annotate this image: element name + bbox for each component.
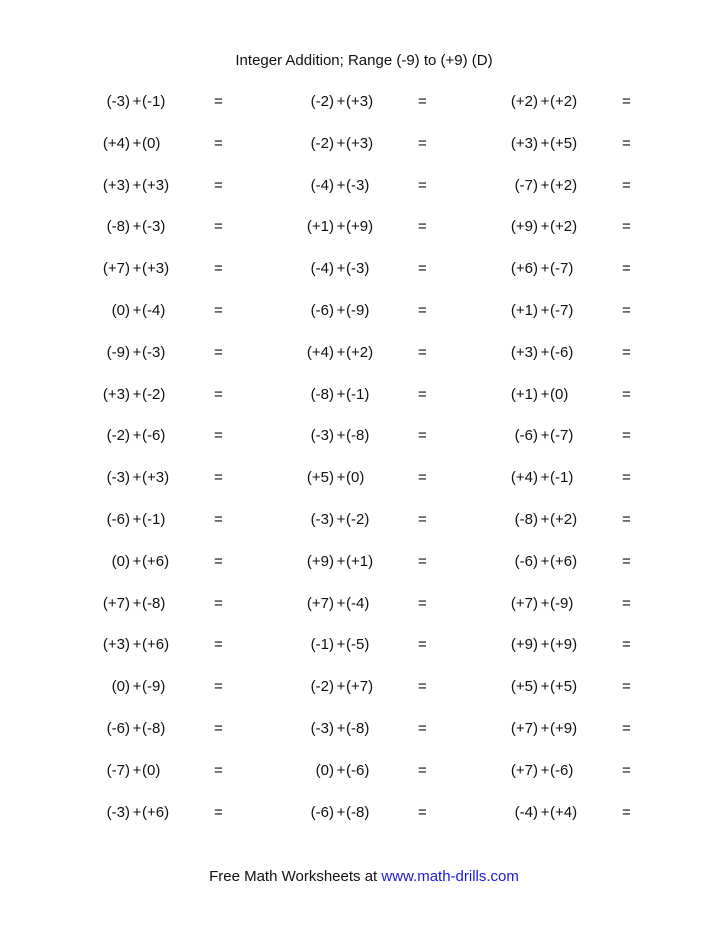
equals-sign: = — [214, 427, 223, 445]
addend-1: (+7) — [102, 594, 130, 612]
plus-sign: + — [132, 803, 142, 821]
addend-2: (+9) — [346, 218, 374, 236]
addend-1: (+5) — [306, 469, 334, 487]
equals-sign: = — [622, 636, 631, 654]
addend-1: (+4) — [510, 469, 538, 487]
problem-row — [0, 800, 728, 842]
equals-sign: = — [622, 761, 631, 779]
equals-sign: = — [418, 218, 427, 236]
addend-1: (0) — [111, 678, 130, 696]
plus-sign: + — [540, 93, 550, 110]
addend-2: (+2) — [550, 176, 578, 194]
addend-1: (+1) — [510, 301, 538, 319]
equals-sign: = — [622, 552, 631, 570]
addend-1: (+6) — [510, 260, 538, 278]
addend-2: (+3) — [346, 134, 374, 152]
problem-row — [0, 549, 728, 591]
equals-sign: = — [214, 176, 223, 194]
equals-sign: = — [622, 343, 631, 361]
equals-sign: = — [214, 260, 223, 278]
addend-1: (-2) — [106, 427, 130, 445]
footer-link[interactable]: www.math-drills.com — [381, 868, 519, 885]
addend-2: (-6) — [346, 761, 370, 779]
addend-1: (+3) — [102, 385, 130, 403]
addend-1: (-3) — [106, 93, 130, 110]
equals-sign: = — [214, 385, 223, 403]
plus-sign: + — [540, 594, 550, 612]
addend-1: (+3) — [510, 134, 538, 152]
equals-sign: = — [622, 594, 631, 612]
addend-2: (-7) — [550, 301, 574, 319]
addend-1: (-8) — [106, 218, 130, 236]
addend-1: (-3) — [106, 803, 130, 821]
addend-2: (+3) — [346, 93, 374, 110]
plus-sign: + — [132, 594, 142, 612]
plus-sign: + — [336, 594, 346, 612]
problem-row — [0, 173, 728, 215]
equals-sign: = — [214, 343, 223, 361]
problem-row — [0, 340, 728, 382]
addend-1: (-6) — [310, 301, 334, 319]
plus-sign: + — [540, 176, 550, 194]
plus-sign: + — [132, 218, 142, 236]
plus-sign: + — [132, 678, 142, 696]
equals-sign: = — [622, 719, 631, 737]
plus-sign: + — [540, 385, 550, 403]
equals-sign: = — [418, 469, 427, 487]
problem-row — [0, 298, 728, 340]
plus-sign: + — [540, 761, 550, 779]
addend-2: (-8) — [346, 803, 370, 821]
equals-sign: = — [622, 803, 631, 821]
footer — [0, 868, 728, 885]
addend-2: (+1) — [346, 552, 374, 570]
equals-sign: = — [418, 134, 427, 152]
equals-sign: = — [622, 385, 631, 403]
plus-sign: + — [132, 301, 142, 319]
equals-sign: = — [214, 134, 223, 152]
addend-2: (-1) — [142, 510, 166, 528]
addend-2: (-9) — [346, 301, 370, 319]
plus-sign: + — [132, 134, 142, 152]
plus-sign: + — [132, 510, 142, 528]
equals-sign: = — [622, 469, 631, 487]
problem-row — [0, 256, 728, 298]
plus-sign: + — [132, 93, 142, 110]
addend-1: (-3) — [106, 469, 130, 487]
addend-2: (+9) — [550, 719, 578, 737]
addend-2: (-2) — [142, 385, 166, 403]
addend-1: (-7) — [106, 761, 130, 779]
addend-2: (-8) — [142, 719, 166, 737]
plus-sign: + — [540, 301, 550, 319]
problem-row — [0, 632, 728, 674]
footer-text: Free Math Worksheets at — [209, 868, 382, 885]
equals-sign: = — [418, 260, 427, 278]
addend-1: (-6) — [106, 719, 130, 737]
plus-sign: + — [336, 260, 346, 278]
plus-sign: + — [540, 636, 550, 654]
equals-sign: = — [214, 636, 223, 654]
problem-row — [0, 674, 728, 716]
problem-row — [0, 131, 728, 173]
plus-sign: + — [336, 93, 346, 110]
addend-2: (+6) — [142, 636, 170, 654]
addend-1: (-8) — [514, 510, 538, 528]
addend-1: (-2) — [310, 134, 334, 152]
addend-2: (+2) — [550, 93, 578, 110]
addend-2: (+3) — [142, 469, 170, 487]
addend-2: (-7) — [550, 260, 574, 278]
plus-sign: + — [336, 218, 346, 236]
plus-sign: + — [336, 552, 346, 570]
equals-sign: = — [418, 93, 427, 110]
addend-2: (-1) — [142, 93, 166, 110]
addend-1: (+4) — [306, 343, 334, 361]
plus-sign: + — [132, 385, 142, 403]
problem-row — [0, 89, 728, 131]
equals-sign: = — [418, 678, 427, 696]
plus-sign: + — [336, 510, 346, 528]
equals-sign: = — [418, 719, 427, 737]
addend-1: (-4) — [514, 803, 538, 821]
addend-1: (-7) — [514, 176, 538, 194]
equals-sign: = — [418, 385, 427, 403]
problem-row — [0, 758, 728, 800]
addend-2: (-4) — [142, 301, 166, 319]
addend-1: (-6) — [514, 552, 538, 570]
equals-sign: = — [418, 636, 427, 654]
problem-row — [0, 591, 728, 633]
plus-sign: + — [336, 134, 346, 152]
addend-2: (-7) — [550, 427, 574, 445]
addend-1: (-4) — [310, 260, 334, 278]
addend-1: (+7) — [510, 761, 538, 779]
plus-sign: + — [336, 469, 346, 487]
addend-1: (-3) — [310, 719, 334, 737]
problem-row — [0, 382, 728, 424]
addend-2: (-9) — [142, 678, 166, 696]
problem-row — [0, 507, 728, 549]
addend-1: (-6) — [514, 427, 538, 445]
plus-sign: + — [336, 678, 346, 696]
plus-sign: + — [132, 176, 142, 194]
equals-sign: = — [214, 678, 223, 696]
equals-sign: = — [622, 134, 631, 152]
addend-2: (+6) — [142, 803, 170, 821]
plus-sign: + — [540, 678, 550, 696]
addend-2: (-3) — [142, 343, 166, 361]
equals-sign: = — [214, 510, 223, 528]
equals-sign: = — [622, 260, 631, 278]
problem-row — [0, 423, 728, 465]
addend-2: (+4) — [550, 803, 578, 821]
equals-sign: = — [214, 301, 223, 319]
addend-2: (-6) — [550, 343, 574, 361]
addend-1: (+3) — [102, 176, 130, 194]
addend-1: (-8) — [310, 385, 334, 403]
addend-2: (-3) — [346, 176, 370, 194]
plus-sign: + — [132, 260, 142, 278]
plus-sign: + — [336, 761, 346, 779]
addend-2: (-3) — [142, 218, 166, 236]
equals-sign: = — [622, 176, 631, 194]
plus-sign: + — [540, 719, 550, 737]
plus-sign: + — [540, 134, 550, 152]
worksheet-title: Integer Addition; Range (-9) to (+9) (D) — [235, 52, 493, 69]
addend-2: (-8) — [346, 427, 370, 445]
addend-2: (+5) — [550, 134, 578, 152]
equals-sign: = — [214, 552, 223, 570]
addend-2: (0) — [142, 761, 161, 779]
addend-1: (-2) — [310, 678, 334, 696]
addend-1: (+3) — [102, 636, 130, 654]
addend-2: (-8) — [346, 719, 370, 737]
equals-sign: = — [418, 301, 427, 319]
addend-1: (+5) — [510, 678, 538, 696]
addend-2: (-2) — [346, 510, 370, 528]
addend-1: (0) — [111, 552, 130, 570]
addend-1: (+9) — [510, 636, 538, 654]
plus-sign: + — [336, 301, 346, 319]
addend-1: (+7) — [306, 594, 334, 612]
plus-sign: + — [540, 260, 550, 278]
equals-sign: = — [418, 176, 427, 194]
addend-1: (-2) — [310, 93, 334, 110]
addend-2: (+2) — [550, 218, 578, 236]
addend-1: (+1) — [306, 218, 334, 236]
equals-sign: = — [214, 93, 223, 110]
plus-sign: + — [132, 636, 142, 654]
plus-sign: + — [336, 176, 346, 194]
addend-1: (+1) — [510, 385, 538, 403]
equals-sign: = — [622, 678, 631, 696]
addend-2: (+9) — [550, 636, 578, 654]
problem-row — [0, 214, 728, 256]
plus-sign: + — [540, 469, 550, 487]
addend-1: (+7) — [102, 260, 130, 278]
addend-1: (+7) — [510, 719, 538, 737]
addend-2: (+7) — [346, 678, 374, 696]
addend-1: (-3) — [310, 427, 334, 445]
addend-2: (-8) — [142, 594, 166, 612]
problem-row — [0, 465, 728, 507]
equals-sign: = — [214, 469, 223, 487]
equals-sign: = — [214, 803, 223, 821]
plus-sign: + — [336, 803, 346, 821]
addend-2: (-6) — [142, 427, 166, 445]
addend-2: (+6) — [142, 552, 170, 570]
addend-2: (-1) — [346, 385, 370, 403]
addend-2: (0) — [346, 469, 365, 487]
addend-1: (+4) — [102, 134, 130, 152]
equals-sign: = — [622, 218, 631, 236]
plus-sign: + — [132, 427, 142, 445]
addend-1: (-4) — [310, 176, 334, 194]
plus-sign: + — [336, 636, 346, 654]
addend-2: (-3) — [346, 260, 370, 278]
plus-sign: + — [540, 427, 550, 445]
equals-sign: = — [418, 803, 427, 821]
equals-sign: = — [622, 427, 631, 445]
addend-1: (0) — [111, 301, 130, 319]
plus-sign: + — [336, 385, 346, 403]
addend-1: (+3) — [510, 343, 538, 361]
equals-sign: = — [622, 510, 631, 528]
addend-2: (-1) — [550, 469, 574, 487]
addend-2: (+3) — [142, 176, 170, 194]
equals-sign: = — [622, 301, 631, 319]
equals-sign: = — [214, 719, 223, 737]
addend-1: (+2) — [510, 93, 538, 110]
equals-sign: = — [418, 594, 427, 612]
addend-2: (+2) — [550, 510, 578, 528]
addend-2: (-5) — [346, 636, 370, 654]
equals-sign: = — [214, 594, 223, 612]
equals-sign: = — [418, 761, 427, 779]
equals-sign: = — [622, 93, 631, 110]
plus-sign: + — [132, 469, 142, 487]
plus-sign: + — [540, 510, 550, 528]
equals-sign: = — [418, 510, 427, 528]
addend-1: (+9) — [306, 552, 334, 570]
addend-2: (0) — [550, 385, 569, 403]
addend-1: (-6) — [106, 510, 130, 528]
addend-1: (+7) — [510, 594, 538, 612]
plus-sign: + — [336, 427, 346, 445]
plus-sign: + — [132, 552, 142, 570]
problem-row — [0, 716, 728, 758]
addend-2: (+2) — [346, 343, 374, 361]
addend-1: (-3) — [310, 510, 334, 528]
addend-2: (+3) — [142, 260, 170, 278]
addend-2: (-9) — [550, 594, 574, 612]
plus-sign: + — [540, 803, 550, 821]
equals-sign: = — [418, 427, 427, 445]
addend-2: (-6) — [550, 761, 574, 779]
addend-2: (+6) — [550, 552, 578, 570]
problem-grid — [0, 89, 728, 841]
addend-1: (0) — [315, 761, 334, 779]
addend-1: (-6) — [310, 803, 334, 821]
equals-sign: = — [214, 761, 223, 779]
equals-sign: = — [418, 343, 427, 361]
addend-1: (-1) — [310, 636, 334, 654]
plus-sign: + — [336, 343, 346, 361]
plus-sign: + — [132, 719, 142, 737]
plus-sign: + — [540, 218, 550, 236]
addend-2: (0) — [142, 134, 161, 152]
equals-sign: = — [214, 218, 223, 236]
plus-sign: + — [540, 343, 550, 361]
addend-2: (+5) — [550, 678, 578, 696]
plus-sign: + — [540, 552, 550, 570]
addend-1: (+9) — [510, 218, 538, 236]
addend-2: (-4) — [346, 594, 370, 612]
addend-1: (-9) — [106, 343, 130, 361]
equals-sign: = — [418, 552, 427, 570]
plus-sign: + — [132, 343, 142, 361]
plus-sign: + — [132, 761, 142, 779]
plus-sign: + — [336, 719, 346, 737]
